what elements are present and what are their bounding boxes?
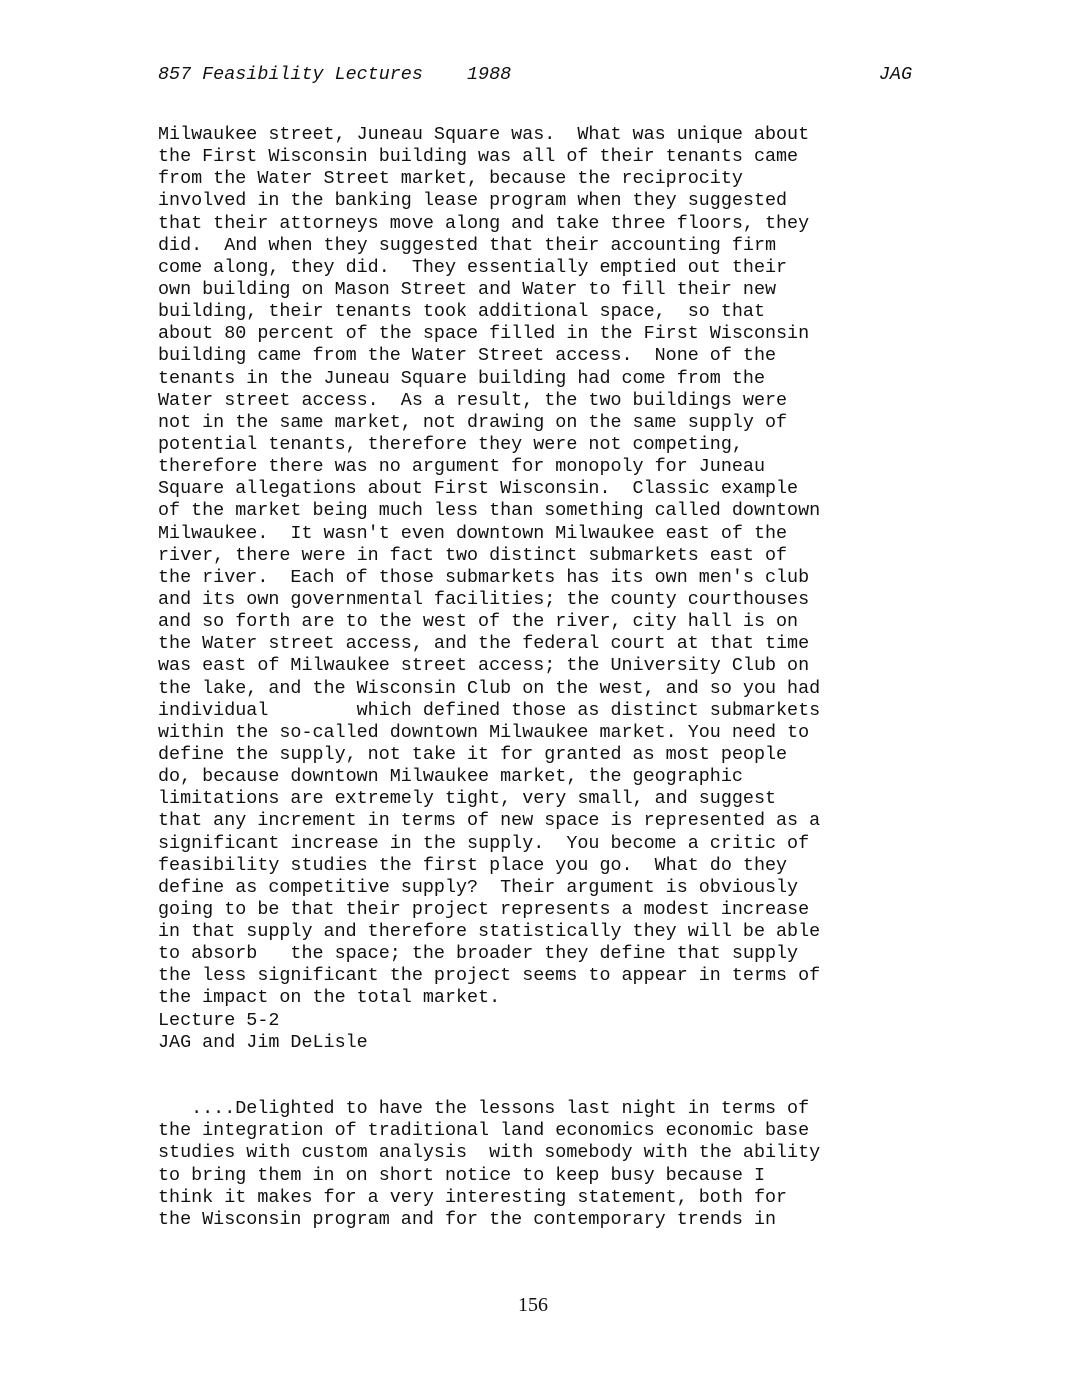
blank-line xyxy=(158,1076,938,1098)
lecture-label: Lecture 5-2 xyxy=(158,1009,280,1031)
transcript-body xyxy=(158,124,938,1231)
text-line: feasibility studies the first place you go. What do they xyxy=(158,854,788,876)
header-initials: JAG xyxy=(878,64,912,85)
text-line: come along, they did. They essentially emptied out their xyxy=(158,256,788,278)
text-line: individual which defined those as distinct submarkets xyxy=(158,699,821,721)
text-line: Square allegations about First Wisconsin. Classic example xyxy=(158,478,799,500)
text-line: that their attorneys move along and take three floors, they xyxy=(158,212,810,234)
text-line: within the so-called downtown Milwaukee market. You need to xyxy=(158,721,810,743)
text-line: the lake, and the Wisconsin Club on the west, and so you had xyxy=(158,677,821,699)
text-line: studies with custom analysis with somebody with the ability xyxy=(158,1142,821,1164)
text-line: do, because downtown Milwaukee market, the geographic xyxy=(158,766,743,788)
text-line: in that supply and therefore statistically they will be able xyxy=(158,921,821,943)
text-line: of the market being much less than something called downtown xyxy=(158,500,821,522)
lecture-speakers: JAG and Jim DeLisle xyxy=(158,1031,368,1053)
text-line: the Wisconsin program and for the contemporary trends in xyxy=(158,1208,777,1230)
text-line: Water street access. As a result, the two buildings were xyxy=(158,389,788,411)
text-line: therefore there was no argument for monopoly for Juneau xyxy=(158,456,765,478)
text-line: Milwaukee street, Juneau Square was. What was unique about xyxy=(158,124,810,145)
text-line: tenants in the Juneau Square building had come from the xyxy=(158,367,765,389)
text-line: did. And when they suggested that their accounting firm xyxy=(158,234,777,256)
text-line: potential tenants, therefore they were not competing, xyxy=(158,433,743,455)
text-line: not in the same market, not drawing on the same supply of xyxy=(158,411,788,433)
header-title: 857 Feasibility Lectures 1988 xyxy=(158,64,512,85)
text-line: about 80 percent of the space filled in the First Wisconsin xyxy=(158,323,810,345)
text-line: the First Wisconsin building was all of their tenants came xyxy=(158,146,799,168)
text-line: define as competitive supply? Their argument is obviously xyxy=(158,876,799,898)
text-line: and its own governmental facilities; the county courthouses xyxy=(158,588,810,610)
running-header xyxy=(158,62,912,88)
blank-line xyxy=(158,1054,938,1076)
text-line: define the supply, not take it for granted as most people xyxy=(158,743,788,765)
text-line: Milwaukee. It wasn't even downtown Milwaukee east of the xyxy=(158,522,788,544)
text-line: from the Water Street market, because the reciprocity xyxy=(158,168,743,190)
text-line: ....Delighted to have the lessons last night in terms of xyxy=(158,1098,810,1120)
text-line: limitations are extremely tight, very small, and suggest xyxy=(158,788,777,810)
text-line: think it makes for a very interesting statement, both for xyxy=(158,1186,788,1208)
paragraph-2 xyxy=(158,1098,938,1231)
text-line: that any increment in terms of new space is represented as a xyxy=(158,810,821,832)
text-line: significant increase in the supply. You become a critic of xyxy=(158,832,810,854)
text-line: the less significant the project seems to appear in terms of xyxy=(158,965,821,987)
text-line: river, there were in fact two distinct submarkets east of xyxy=(158,544,788,566)
text-line: was east of Milwaukee street access; the University Club on xyxy=(158,655,810,677)
text-line: the integration of traditional land economics economic base xyxy=(158,1120,810,1142)
text-line: and so forth are to the west of the river, city hall is on xyxy=(158,611,799,633)
text-line: own building on Mason Street and Water to fill their new xyxy=(158,278,777,300)
text-line: involved in the banking lease program when they suggested xyxy=(158,190,788,212)
text-line: the Water street access, and the federal court at that time xyxy=(158,633,810,655)
text-line: building, their tenants took additional space, so that xyxy=(158,301,765,323)
paragraph-1 xyxy=(158,124,938,1010)
text-line: building came from the Water Street access. None of the xyxy=(158,345,777,367)
text-line: to absorb the space; the broader they define that supply xyxy=(158,943,799,965)
text-line: the river. Each of those submarkets has its own men's club xyxy=(158,566,810,588)
text-line: going to be that their project represents a modest increase xyxy=(158,898,810,920)
page-number: 156 xyxy=(518,1294,548,1316)
text-line: the impact on the total market. xyxy=(158,987,501,1009)
text-line: to bring them in on short notice to keep busy because I xyxy=(158,1164,765,1186)
